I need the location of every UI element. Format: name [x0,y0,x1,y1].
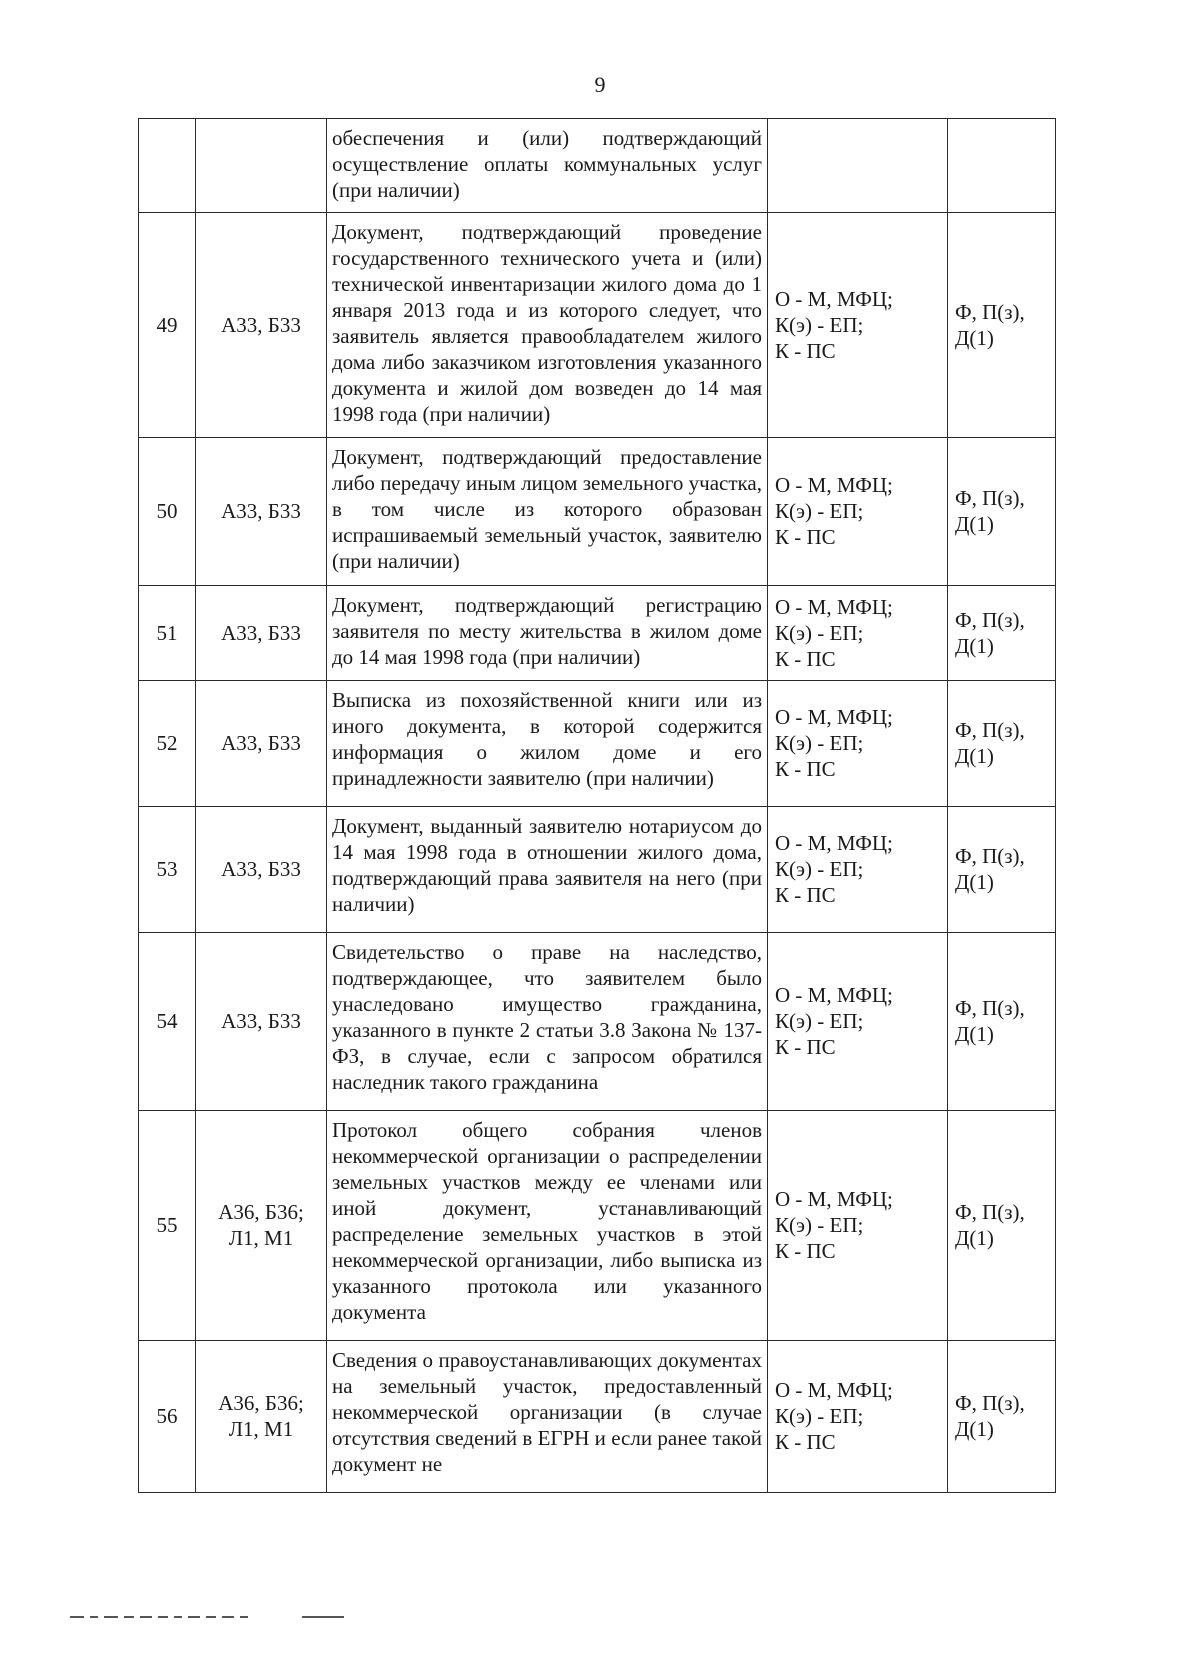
form-line: Ф, П(з), [955,1391,1025,1415]
row-form [948,438,1056,586]
row-method [768,213,948,438]
row-number: 54 [139,933,196,1111]
method-line: К(э) - ЕП; [775,499,864,523]
method-line: К(э) - ЕП; [775,857,864,881]
row-form [948,119,1056,213]
form-line: Ф, П(з), [955,844,1025,868]
row-code-line: А33, Б33 [221,731,301,755]
table-row [139,586,1056,681]
table-row [139,681,1056,807]
row-description: Протокол общего собрания членов некоммерческой организации о распределении земельных участков между ее членами или иной документ, устанавливающий распределение земельных участков в этой некоммерческой организации, либо выписка из указанного протокола или указанного документа [327,1111,768,1341]
row-form [948,933,1056,1111]
row-form [948,807,1056,933]
form-line: Д(1) [955,325,994,350]
table-row [139,807,1056,933]
row-number: 49 [139,213,196,438]
row-form [948,681,1056,807]
scan-footer-marks [70,1616,370,1620]
row-method [768,933,948,1111]
method-line: К - ПС [775,338,836,363]
row-code-line: А33, Б33 [221,499,301,523]
table-row [139,119,1056,213]
method-line: К - ПС [775,1035,836,1059]
row-description: Документ, подтверждающий предоставление либо передачу иным лицом земельного участка, в том числе из которого образован испрашиваемый земельный участок, заявителю (при наличии) [327,438,768,586]
table-row [139,213,1056,438]
row-number: 56 [139,1341,196,1493]
row-code-line: А33, Б33 [221,1009,301,1033]
row-description: Документ, выданный заявителю нотариусом до 14 мая 1998 года в отношении жилого дома, подтверждающий права заявителя на него (при наличии) [327,807,768,933]
method-line: К - ПС [775,1239,836,1263]
form-line: Д(1) [955,1022,994,1046]
method-line: К - ПС [775,883,836,907]
form-line: Ф, П(з), [955,607,1025,632]
row-number [139,119,196,213]
row-form [948,1111,1056,1341]
row-method [768,1341,948,1493]
method-line: О - М, МФЦ; [775,286,893,311]
method-line: О - М, МФЦ; [775,1378,893,1402]
form-line: Д(1) [955,744,994,768]
method-line: К(э) - ЕП; [775,1404,864,1428]
row-method [768,1111,948,1341]
method-line: К(э) - ЕП; [775,1009,864,1033]
method-line: К - ПС [775,757,836,781]
row-description: Документ, подтверждающий проведение государственного технического учета и (или) технической инвентаризации жилого дома до 1 января 2013 года и из которого следует, что заявитель является правообладателем жилого дома либо заказчиком изготовления указанного документа и жилой дом возведен до 14 мая 1998 года (при наличии) [327,213,768,438]
method-line: О - М, МФЦ; [775,705,893,729]
method-line: К(э) - ЕП; [775,620,864,645]
documents-table-body [139,119,1056,1493]
row-code-line: А33, Б33 [221,312,301,337]
row-code-line: А36, Б36; [218,1200,304,1224]
row-number: 50 [139,438,196,586]
row-number: 55 [139,1111,196,1341]
form-line: Д(1) [955,1226,994,1250]
table-row [139,438,1056,586]
row-method [768,807,948,933]
method-line: К - ПС [775,525,836,549]
row-description: Сведения о правоустанавливающих документах на земельный участок, предоставленный некоммерческой организации (в случае отсутствия сведений в ЕГРН и если ранее такой документ не [327,1341,768,1493]
row-code-line: А36, Б36; [218,1391,304,1415]
row-description: Документ, подтверждающий регистрацию заявителя по месту жительства в жилом доме до 14 мая 1998 года (при наличии) [327,586,768,681]
row-method [768,438,948,586]
row-codes [196,119,327,213]
method-line: О - М, МФЦ; [775,473,893,497]
row-codes [196,681,327,807]
form-line: Ф, П(з), [955,1200,1025,1224]
method-line: К - ПС [775,1430,836,1454]
row-description: Свидетельство о праве на наследство, подтверждающее, что заявителем было унаследовано имущество гражданина, указанного в пункте 2 статьи 3.8 Закона № 137-ФЗ, в случае, если с запросом обратился наследник такого гражданина [327,933,768,1111]
row-code-line: Л1, М1 [228,1417,294,1441]
row-codes [196,213,327,438]
form-line: Д(1) [955,512,994,536]
row-code-line: А33, Б33 [221,620,301,645]
form-line: Ф, П(з), [955,299,1025,324]
row-method [768,119,948,213]
row-method [768,586,948,681]
row-description: обеспечения и (или) подтверждающий осуществление оплаты коммунальных услуг (при наличии) [327,119,768,213]
table-row [139,1341,1056,1493]
row-codes [196,438,327,586]
row-codes [196,586,327,681]
row-description: Выписка из похозяйственной книги или из иного документа, в которой содержится информация о жилом доме и его принадлежности заявителю (при наличии) [327,681,768,807]
row-number: 53 [139,807,196,933]
method-line: О - М, МФЦ; [775,594,893,619]
method-line: К(э) - ЕП; [775,731,864,755]
method-line: О - М, МФЦ; [775,831,893,855]
row-method [768,681,948,807]
form-line: Ф, П(з), [955,718,1025,742]
method-line: К(э) - ЕП; [775,1213,864,1237]
method-line: К(э) - ЕП; [775,312,864,337]
row-number: 52 [139,681,196,807]
row-form [948,586,1056,681]
form-line: Ф, П(з), [955,486,1025,510]
row-form [948,213,1056,438]
page-number: 9 [594,72,606,97]
table-row [139,933,1056,1111]
row-codes [196,1341,327,1493]
form-line: Д(1) [955,870,994,894]
method-line: К - ПС [775,646,836,671]
table-row [139,1111,1056,1341]
method-line: О - М, МФЦ; [775,983,893,1007]
row-codes [196,807,327,933]
row-code-line: А33, Б33 [221,857,301,881]
form-line: Д(1) [955,633,994,658]
row-code-line: Л1, М1 [228,1226,294,1250]
row-number: 51 [139,586,196,681]
row-codes [196,1111,327,1341]
form-line: Д(1) [955,1417,994,1441]
row-codes [196,933,327,1111]
method-line: О - М, МФЦ; [775,1187,893,1211]
row-form [948,1341,1056,1493]
form-line: Ф, П(з), [955,996,1025,1020]
documents-table [138,118,1056,1493]
